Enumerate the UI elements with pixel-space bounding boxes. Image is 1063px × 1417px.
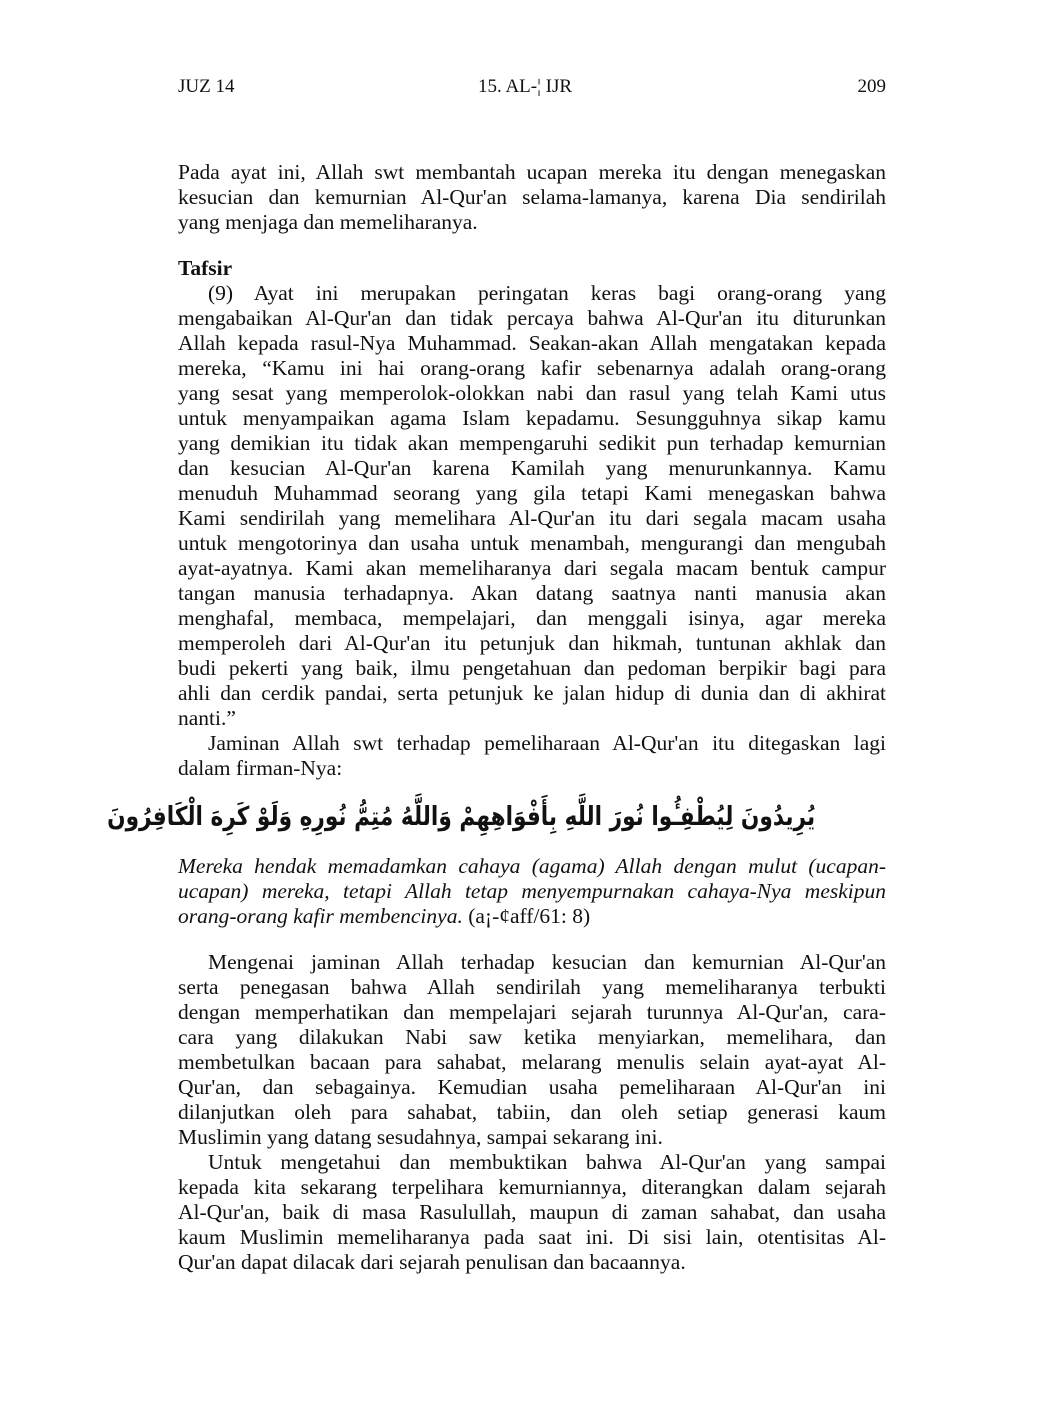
text-line — [178, 481, 886, 506]
text-line — [178, 506, 886, 531]
text-line — [178, 531, 886, 556]
verse-citation: (a¡-¢aff/61: 8) — [468, 904, 591, 928]
text-line — [178, 854, 886, 879]
text-line-content: cara yang dilakukan Nabi saw ketika menyiarkan, memelihara, dan — [178, 1025, 886, 1049]
text-line-content: memperoleh dari Al-Qur'an itu petunjuk dan hikmah, tuntunan akhlak dan — [178, 631, 886, 655]
text-line-content: nanti.” — [178, 706, 236, 730]
text-line-content: kesucian dan kemurnian Al-Qur'an selama-lamanya, karena Dia sendirilah — [178, 185, 886, 209]
text-line — [178, 381, 886, 406]
running-header-surah: 15. AL-¦ IJR — [478, 76, 573, 97]
text-line-content: Al-Qur'an, baik di masa Rasulullah, maupun di zaman sahabat, dan usaha — [178, 1200, 886, 1224]
text-line — [178, 631, 886, 656]
text-line — [178, 706, 886, 731]
text-line-content: membetulkan bacaan para sahabat, melarang menulis selain ayat-ayat Al- — [178, 1050, 886, 1074]
text-line — [178, 556, 886, 581]
arabic-verse-container — [106, 792, 886, 842]
text-line — [178, 904, 886, 929]
text-line-content: Pada ayat ini, Allah swt membantah ucapan mereka itu dengan menegaskan — [178, 160, 886, 184]
text-line-content: yang menjaga dan memeliharanya. — [178, 210, 478, 234]
untuk-paragraph — [178, 1150, 886, 1275]
text-line-content: Mengenai jaminan Allah terhadap kesucian dan kemurnian Al-Qur'an — [208, 950, 886, 974]
jaminan-paragraph — [178, 731, 886, 781]
text-line-content: budi pekerti yang baik, ilmu pengetahuan dan pedoman berpikir bagi para — [178, 656, 886, 680]
text-line-content: Untuk mengetahui dan membuktikan bahwa Al-Qur'an yang sampai — [208, 1150, 886, 1174]
page-number: 209 — [857, 76, 886, 97]
text-line — [178, 681, 886, 706]
text-line — [178, 306, 886, 331]
text-line-content: Allah kepada rasul-Nya Muhammad. Seakan-akan Allah mengatakan kepada — [178, 331, 886, 355]
text-line — [178, 1125, 886, 1150]
text-line-content: ahli dan cerdik pandai, serta petunjuk ke jalan hidup di dunia dan di akhirat — [178, 681, 886, 705]
text-line — [178, 406, 886, 431]
text-line — [178, 1250, 886, 1275]
tafsir-paragraph — [178, 281, 886, 731]
text-line-content: orang-orang kafir membencinya. — [178, 904, 463, 928]
text-line — [178, 1175, 886, 1200]
text-line — [178, 1150, 886, 1175]
text-line — [178, 950, 886, 975]
text-line-content: untuk menyampaikan agama Islam kepadamu. Sesungguhnya sikap kamu — [178, 406, 886, 430]
text-line-content: yang demikian itu tidak akan mempengaruhi sedikit pun terhadap kemurnian — [178, 431, 886, 455]
text-line-content: Muslimin yang datang sesudahnya, sampai sekarang ini. — [178, 1125, 663, 1149]
text-line — [178, 581, 886, 606]
text-line-content: dan kesucian Al-Qur'an karena Kamilah yang menurunkannya. Kamu — [178, 456, 886, 480]
text-line-content: kepada kita sekarang terpelihara kemurniannya, diterangkan dalam sejarah — [178, 1175, 886, 1199]
arabic-verse: يُرِيدُونَ لِيُطْفِـُٔوا نُورَ اللَّهِ بِأَفْوَاهِهِمْ وَاللَّهُ مُتِمُّ نُورِهِ وَلَوْ كَرِهَ الْكَافِرُونَ — [106, 802, 815, 832]
text-line-content: tangan manusia terhadapnya. Akan datang saatnya nanti manusia akan — [178, 581, 886, 605]
text-line — [178, 606, 886, 631]
text-line-content: ucapan) mereka, tetapi Allah tetap menyempurnakan cahaya-Nya meskipun — [178, 879, 886, 903]
text-line — [178, 160, 886, 185]
text-line — [178, 185, 886, 210]
text-line-content: menghafal, membaca, mempelajari, dan menggali isinya, agar mereka — [178, 606, 886, 630]
text-line — [178, 431, 886, 456]
text-line-content: Mereka hendak memadamkan cahaya (agama) Allah dengan mulut (ucapan- — [178, 854, 886, 878]
text-line-content: menuduh Muhammad seorang yang gila tetapi Kami menegaskan bahwa — [178, 481, 886, 505]
text-line-content: (9) Ayat ini merupakan peringatan keras bagi orang-orang yang — [208, 281, 886, 305]
text-line-content: mengabaikan Al-Qur'an dan tidak percaya bahwa Al-Qur'an itu diturunkan — [178, 306, 886, 330]
text-line — [178, 1050, 886, 1075]
text-line — [178, 1225, 886, 1250]
text-line — [178, 975, 886, 1000]
text-line-content: mereka, “Kamu ini hai orang-orang kafir sebenarnya adalah orang-orang — [178, 356, 886, 380]
text-line-content: kaum Muslimin memeliharanya pada saat ini. Di sisi lain, otentisitas Al- — [178, 1225, 886, 1249]
section-heading: Tafsir — [178, 256, 233, 280]
text-line — [178, 1000, 886, 1025]
text-line — [178, 1200, 886, 1225]
intro-paragraph — [178, 160, 886, 235]
text-line — [178, 281, 886, 306]
running-header-juz: JUZ 14 — [178, 76, 235, 97]
text-line-content: dilanjutkan oleh para sahabat, tabiin, dan oleh setiap generasi kaum — [178, 1100, 886, 1124]
text-line — [178, 1100, 886, 1125]
text-line-content: ayat-ayatnya. Kami akan memeliharanya dari segala macam bentuk campur — [178, 556, 886, 580]
mengenai-paragraph — [178, 950, 886, 1150]
text-line-content: Jaminan Allah swt terhadap pemeliharaan Al-Qur'an itu ditegaskan lagi — [208, 731, 886, 755]
text-line — [178, 331, 886, 356]
text-line-content: Kami sendirilah yang memelihara Al-Qur'an itu dari segala macam usaha — [178, 506, 886, 530]
text-line — [178, 656, 886, 681]
verse-translation — [178, 854, 886, 929]
text-line-content: dalam firman-Nya: — [178, 756, 343, 780]
text-line-content: Qur'an, dan sebagainya. Kemudian usaha pemeliharaan Al-Qur'an ini — [178, 1075, 886, 1099]
text-line — [178, 1025, 886, 1050]
text-line-content: yang sesat yang memperolok-olokkan nabi dan rasul yang telah Kami utus — [178, 381, 886, 405]
text-line-content: Qur'an dapat dilacak dari sejarah penulisan dan bacaannya. — [178, 1250, 686, 1274]
text-line — [178, 879, 886, 904]
text-line-content: serta penegasan bahwa Allah sendirilah yang memeliharanya terbukti — [178, 975, 886, 999]
text-line — [178, 731, 886, 756]
text-line — [178, 210, 886, 235]
text-line — [178, 356, 886, 381]
text-line — [178, 1075, 886, 1100]
text-line-content: dengan memperhatikan dan mempelajari sejarah turunnya Al-Qur'an, cara- — [178, 1000, 886, 1024]
text-line — [178, 456, 886, 481]
text-line — [178, 756, 886, 781]
text-line-content: untuk mengotorinya dan usaha untuk menambah, mengurangi dan mengubah — [178, 531, 886, 555]
